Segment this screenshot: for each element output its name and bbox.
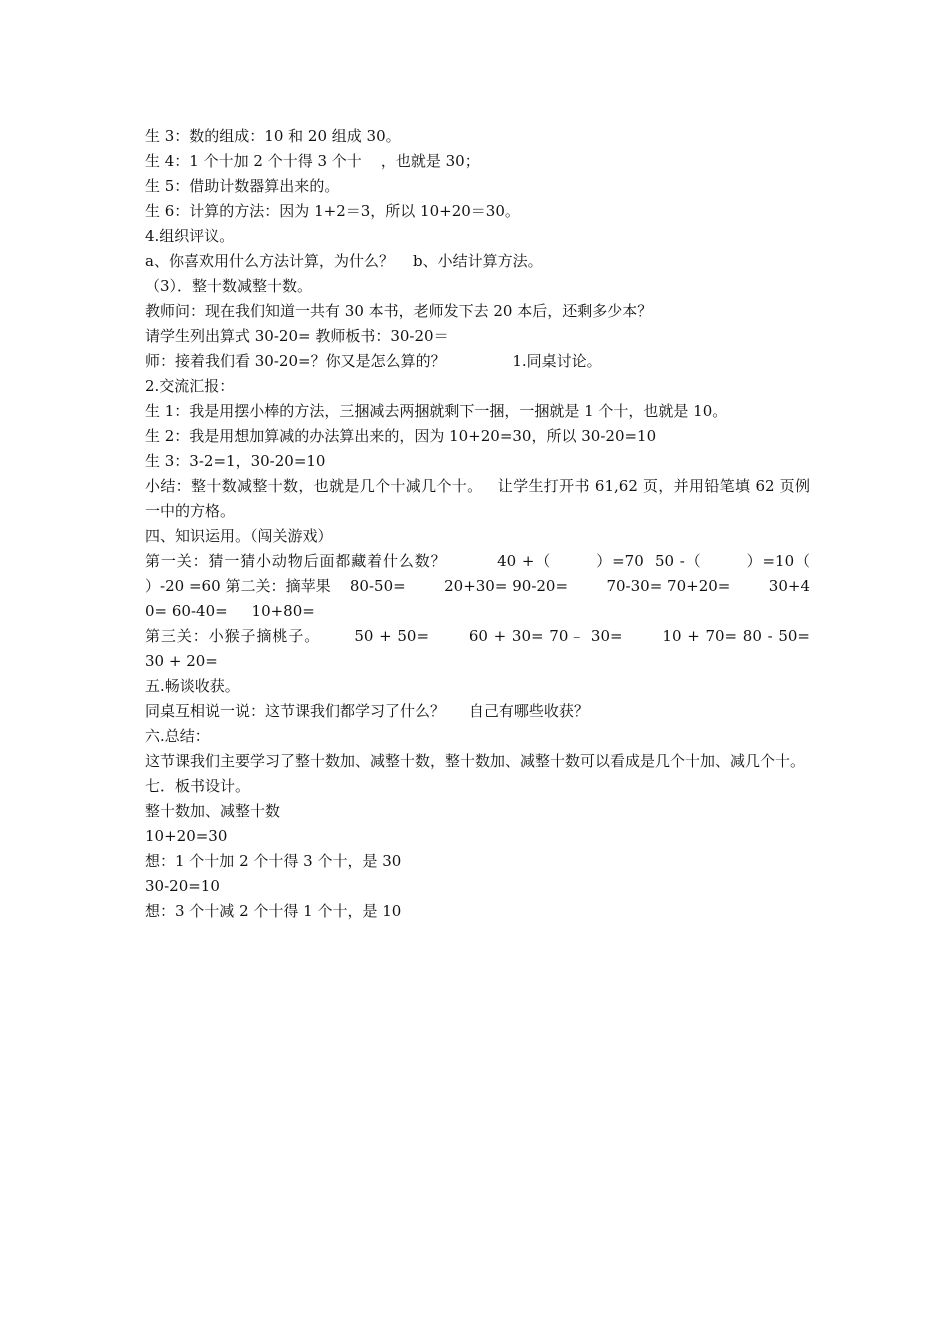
text-line: 生 6：计算的方法：因为 1+2＝3，所以 10+20＝30。 (145, 202, 520, 220)
text-line: 生 1：我是用摆小棒的方法，三捆减去两捆就剩下一捆，一捆就是 1 个十，也就是 10。 (145, 402, 728, 420)
text-line: 生 2：我是用想加算减的办法算出来的，因为 10+20=30，所以 30-20=10 (145, 427, 657, 445)
text-line: a、你喜欢用什么方法计算，为什么？ b、小结计算方法。 (145, 252, 543, 270)
section-heading: （3）．整十数减整十数。 (145, 277, 313, 295)
text-line: 师：接着我们看 30-20=？你又是怎么算的？ 1.同桌讨论。 (145, 352, 602, 370)
section-heading: 2.交流汇报： (145, 377, 235, 395)
text-line: 请学生列出算式 30-20= 教师板书：30-20＝ (145, 327, 449, 345)
summary-paragraph: 这节课我们主要学习了整十数加、减整十数，整十数加、减整十数可以看成是几个十加、减几个十。 (145, 752, 806, 770)
exercise-paragraph: 第三关：小猴子摘桃子。 50 + 50= 60 + 30= 70﹣ 30= 10 + 70= 80 - 50= 30 + 20= (145, 627, 844, 670)
exercise-paragraph: 第一关：猜一猜小动物后面都藏着什么数？ 40 +（ ）=70 50 -（ ）=10（ ）-20 =60 第二关：摘苹果 80-50= 20+30= 90-20= 70-30= 70+20= 30+40= 60-40= 10+80= (145, 552, 877, 620)
section-heading: 四、知识运用。（闯关游戏） (145, 527, 333, 545)
section-heading: 五.畅谈收获。 (145, 677, 240, 695)
summary-paragraph: 小结：整十数减整十数，也就是几个十减几个十。 让学生打开书 61,62 页，并用铅笔填 62 页例一中的方格。 (145, 477, 810, 520)
board-note: 想：3 个十减 2 个十得 1 个十，是 10 (145, 902, 402, 920)
section-heading: 七．板书设计。 (145, 777, 251, 795)
text-line: 同桌互相说一说：这节课我们都学习了什么？ 自己有哪些收获？ (145, 702, 589, 720)
board-equation: 30-20=10 (145, 877, 220, 895)
section-heading: 4.组织评议。 (145, 227, 235, 245)
section-heading: 六.总结： (145, 727, 210, 745)
board-equation: 10+20=30 (145, 827, 228, 845)
board-note: 想：1 个十加 2 个十得 3 个十，是 30 (145, 852, 402, 870)
lesson-plan-text (145, 124, 877, 924)
text-line: 生 5：借助计数器算出来的。 (145, 177, 340, 195)
text-line: 生 4：1 个十加 2 个十得 3 个十 ，也就是 30； (145, 152, 480, 170)
text-line: 教师问：现在我们知道一共有 30 本书，老师发下去 20 本后，还剩多少本？ (145, 302, 653, 320)
board-title: 整十数加、减整十数 (145, 802, 281, 820)
text-line: 生 3：数的组成：10 和 20 组成 30。 (145, 127, 401, 145)
text-line: 生 3：3-2=1，30-20=10 (145, 452, 326, 470)
